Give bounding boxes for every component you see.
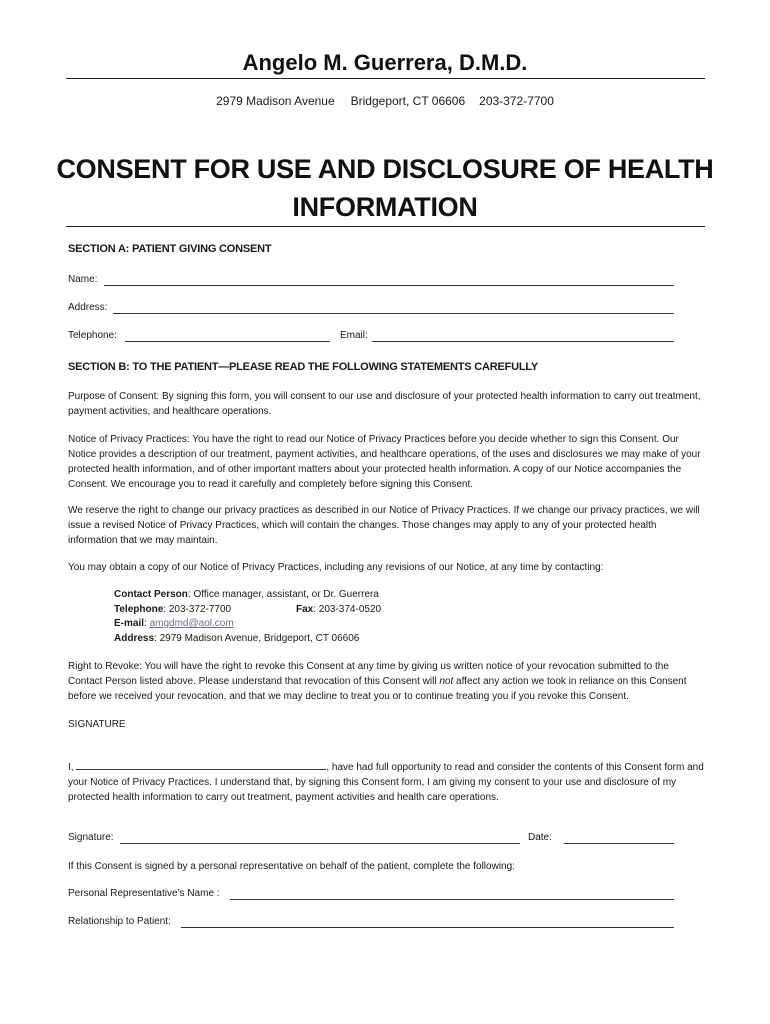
contact-email-label: E-mail: [114, 618, 145, 629]
relationship-label: Relationship to Patient:: [68, 916, 171, 927]
contact-email-row: [114, 617, 674, 632]
telephone-input-line[interactable]: [125, 341, 330, 342]
acknowledgement-prefix: I,: [68, 762, 74, 773]
contact-address-value: : 2979 Madison Avenue, Bridgeport, CT 06606: [154, 632, 360, 644]
revoke-emphasis: not: [439, 676, 454, 687]
contact-address-row: [114, 632, 674, 647]
relationship-input-line[interactable]: [181, 927, 674, 928]
revoke-paragraph: [68, 659, 704, 704]
telephone-label: Telephone:: [68, 330, 117, 341]
address-label: Address:: [68, 302, 108, 313]
contact-block: [114, 588, 674, 646]
contact-address-label: Address: [114, 632, 155, 644]
signature-label: Signature:: [68, 832, 114, 843]
name-field-row: [68, 274, 674, 288]
name-label: Name:: [68, 274, 98, 285]
rep-name-input-line[interactable]: [230, 899, 674, 900]
signature-input-line[interactable]: [120, 843, 520, 844]
revoke-text-part2: affect any action we took in reliance on this Consent before we received your revocation, and that we may decline to treat you or to continue treating you if you revoke this Consent.: [68, 676, 687, 702]
section-a-heading: SECTION A: PATIENT GIVING CONSENT: [68, 243, 272, 255]
practice-address-line: [0, 94, 770, 108]
practice-city: Bridgeport, CT 06606: [350, 94, 466, 108]
address-input-line[interactable]: [113, 313, 674, 314]
representative-note: If this Consent is signed by a personal representative on behalf of the patient, complete the following:: [68, 861, 515, 872]
signature-date-row: [68, 832, 674, 846]
contact-telephone-label: Telephone: [114, 603, 164, 615]
purpose-paragraph: Purpose of Consent: By signing this form, you will consent to our use and disclosure of your protected health information to carry out treatment, payment activities, and healthcare operations.: [68, 391, 701, 417]
date-input-line[interactable]: [564, 843, 674, 844]
contact-phone-row: [114, 603, 674, 618]
acknowledgement-text: , have had full opportunity to read and consider the contents of this Consent form and your Notice of Privacy Practices. I understand that, by signing this Consent form, I am giving my consent to your use and disclosure of my protected health information to carry out treatment, payment activities and health care operations.: [68, 762, 704, 803]
address-field-row: [68, 302, 674, 316]
form-title: [0, 150, 770, 226]
fax-group: [296, 603, 381, 618]
rep-name-label: Personal Representative’s Name :: [68, 888, 220, 899]
contact-person-value: : Office manager, assistant, or Dr. Guerrera: [187, 589, 379, 600]
practice-phone: 203-372-7700: [479, 94, 554, 108]
obtain-paragraph: You may obtain a copy of our Notice of Privacy Practices, including any revisions of our Notice, at any time by contacting:: [68, 562, 604, 573]
contact-person-row: [114, 588, 674, 603]
date-label: Date:: [528, 832, 552, 843]
contact-email-separator: :: [144, 618, 150, 629]
practice-street: 2979 Madison Avenue: [216, 94, 335, 108]
form-title-line2: INFORMATION: [292, 192, 478, 222]
contact-fax-value: : 203-374-0520: [313, 603, 382, 615]
signature-heading: SIGNATURE: [68, 719, 126, 730]
notice-paragraph: Notice of Privacy Practices: You have the right to read our Notice of Privacy Practices before you decide whether to sign this Consent. Our Notice provides a description of our treatment, payment activities, and healthcare operations, of the uses and disclosures we may make of your protected health information, and of other important matters about your protected health information. A copy of our Notice accompanies the Consent. We encourage you to read it carefully and completely before signing this Consent.: [68, 434, 701, 490]
revoke-text-part1: Right to Revoke: You will have the right to revoke this Consent at any time by giving us written notice of your revocation submitted to the Contact Person listed above. Please understand that revocation of this Consent will: [68, 661, 669, 687]
contact-telephone-value: : 203-372-7700: [163, 603, 232, 615]
patient-name-input-line[interactable]: [76, 759, 326, 770]
contact-fax-label: Fax: [296, 603, 314, 615]
email-input-line[interactable]: [372, 341, 674, 342]
contact-email-link[interactable]: amgdmd@aol.com: [149, 618, 234, 629]
header-divider: [66, 78, 705, 79]
acknowledgement-paragraph: [68, 759, 704, 805]
reserve-paragraph: We reserve the right to change our privacy practices as described in our Notice of Privacy Practices. If we change our privacy practices, we will issue a revised Notice of Privacy Practices, which will contain the changes. Those changes may apply to any of your protected health information that we may maintain.: [68, 505, 700, 546]
title-divider: [66, 226, 705, 227]
telephone-email-row: [68, 330, 674, 344]
practice-name: Angelo M. Guerrera, D.M.D.: [242, 50, 528, 75]
section-b-heading: SECTION B: TO THE PATIENT—PLEASE READ THE FOLLOWING STATEMENTS CAREFULLY: [68, 361, 539, 373]
rep-name-row: [68, 888, 674, 902]
relationship-row: [68, 916, 674, 930]
contact-person-label: Contact Person: [114, 589, 188, 600]
form-title-line1: CONSENT FOR USE AND DISCLOSURE OF HEALTH: [56, 154, 714, 184]
email-label: Email:: [340, 330, 368, 341]
name-input-line[interactable]: [104, 285, 674, 286]
